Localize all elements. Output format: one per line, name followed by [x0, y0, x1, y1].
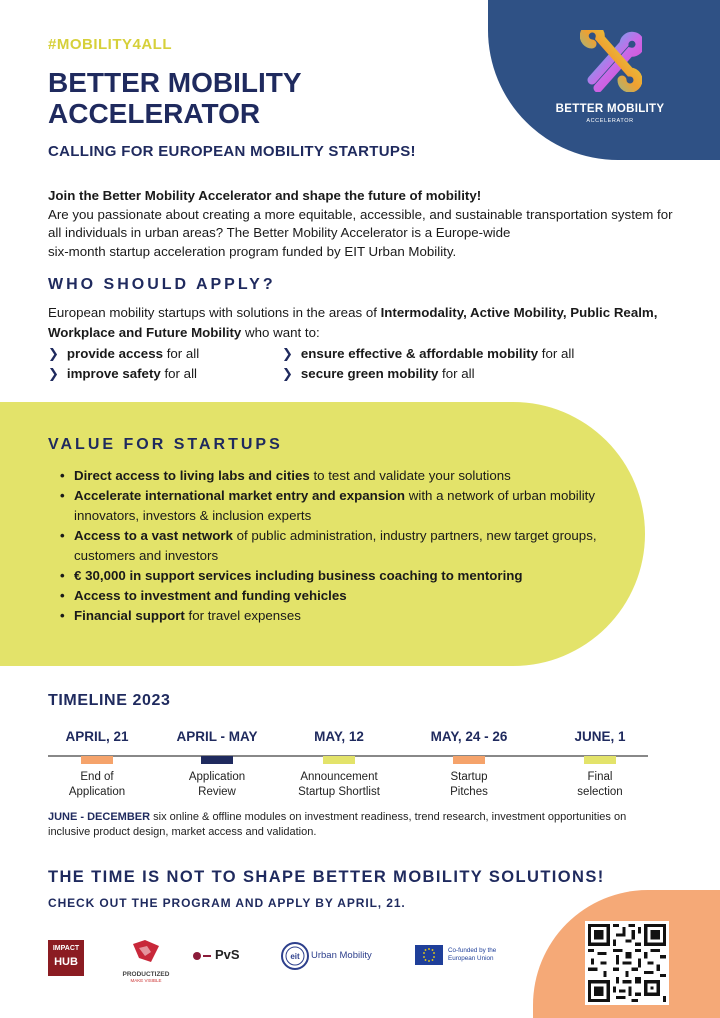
timeline-marker	[201, 756, 233, 764]
productized-tagline: MAKE VISIBLE	[130, 978, 162, 983]
goal-item	[48, 364, 197, 384]
pvs-logo	[193, 947, 240, 962]
timeline-step	[399, 727, 539, 800]
hashtag: #MOBILITY4ALL	[48, 36, 173, 53]
eu-cofunded-logo	[415, 945, 510, 967]
who-text-a: European mobility startups with solutions in the areas of	[48, 305, 381, 320]
chevron-right-icon: ❯	[48, 346, 59, 361]
cta-headline: THE TIME IS NOT TO SHAPE BETTER MOBILITY SOLUTIONS!	[48, 868, 605, 886]
impact-hub-logo	[48, 940, 84, 976]
goal-bold: ensure effective & affordable mobility	[300, 346, 539, 361]
value-item	[58, 566, 598, 586]
value-item-rest: with a network of urban mobility innovators, investors & inclusion experts	[74, 488, 595, 523]
productized-mark-icon	[131, 940, 161, 964]
timeline-label-2: Application	[68, 786, 126, 798]
timeline-step	[530, 727, 670, 800]
intro-lead: Join the Better Mobility Accelerator and shape the future of mobility!	[48, 188, 482, 203]
timeline-date: MAY, 12	[314, 729, 364, 744]
goal-bold: provide access	[66, 346, 163, 361]
timeline-step	[147, 727, 287, 800]
timeline-marker	[81, 756, 113, 764]
goal-rest: for all	[538, 346, 575, 361]
title-line-1: BETTER MOBILITY	[48, 67, 302, 98]
value-item-bold: Accelerate international market entry and expansion	[74, 488, 406, 503]
value-item	[58, 606, 598, 626]
pvs-dash-icon	[203, 955, 211, 957]
eit-urban-mobility-logo	[280, 941, 390, 971]
productized-name: PRODUCTIZED	[122, 971, 170, 978]
timeline-label-2: Startup Shortlist	[298, 786, 380, 798]
who-text-bold: Intermodality, Active Mobility, Public Realm, Workplace and Future Mobility	[48, 305, 658, 340]
page-subtitle: CALLING FOR EUROPEAN MOBILITY STARTUPS!	[48, 143, 416, 160]
title-line-2: ACCELERATOR	[48, 98, 261, 129]
chevron-right-icon: ❯	[282, 346, 293, 361]
timeline-label-2: Review	[198, 786, 236, 798]
timeline-heading: TIMELINE 2023	[48, 692, 171, 709]
value-item-rest: of public administration, industry partners, new target groups, customers and investors	[74, 528, 597, 563]
goal-rest: for all	[438, 366, 475, 381]
timeline-label-1: Final	[587, 771, 613, 783]
better-mobility-logo-icon	[580, 30, 642, 92]
timeline-date: APRIL - MAY	[176, 729, 258, 744]
timeline-date: JUNE, 1	[574, 729, 626, 744]
timeline-label-1: Application	[188, 771, 246, 783]
intro-paragraph	[48, 187, 688, 261]
timeline-date: MAY, 24 - 26	[430, 729, 508, 744]
goal-rest: for all	[160, 366, 197, 381]
chevron-right-icon: ❯	[282, 366, 293, 381]
timeline-label-1: Announcement	[300, 771, 378, 783]
timeline-date: APRIL, 21	[65, 729, 129, 744]
goal-item	[48, 344, 199, 364]
value-for-startups-heading: VALUE FOR STARTUPS	[48, 436, 283, 453]
value-item-bold: Direct access to living labs and cities	[74, 468, 310, 483]
who-should-apply-heading: WHO SHOULD APPLY?	[48, 276, 276, 293]
value-item-rest: to test and validate your solutions	[309, 468, 511, 483]
intro-line-3: six-month startup acceleration program funded by EIT Urban Mobility.	[48, 243, 457, 259]
timeline-label-1: End of	[80, 771, 114, 783]
impact-hub-bottom: HUB	[54, 956, 78, 968]
value-item-bold: Access to investment and funding vehicles	[74, 588, 347, 603]
timeline-note-bold: JUNE - DECEMBER	[48, 811, 151, 823]
logo-subtitle: ACCELERATOR	[586, 118, 634, 124]
chevron-right-icon: ❯	[48, 366, 59, 381]
goal-bold: improve safety	[66, 366, 161, 381]
value-item-bold: € 30,000 in support services including business coaching to mentoring	[74, 568, 523, 583]
productized-logo	[118, 940, 174, 983]
timeline-marker	[453, 756, 485, 764]
who-should-apply-text	[48, 303, 688, 343]
value-item-bold: Access to a vast network	[74, 528, 233, 543]
value-list	[58, 466, 598, 626]
svg-text:eit: eit	[290, 952, 300, 961]
intro-line-2: Are you passionate about creating a more equitable, accessible, and sustainable transportation system for all individuals in urban areas? The Better Mobility Accelerator is a Europe-wide	[48, 206, 673, 240]
value-item-bold: Financial support	[74, 608, 185, 623]
eit-mark-icon	[280, 941, 310, 971]
goal-bold: secure green mobility	[300, 366, 439, 381]
value-item	[58, 486, 598, 526]
timeline-step	[269, 727, 409, 800]
eu-flag-icon	[415, 945, 443, 965]
timeline-marker	[323, 756, 355, 764]
qr-code-icon[interactable]	[585, 921, 669, 1005]
pvs-dot-icon	[193, 952, 201, 960]
timeline-label-2: selection	[577, 786, 623, 798]
logo-name: BETTER MOBILITY	[555, 103, 665, 115]
goal-rest: for all	[163, 346, 200, 361]
value-item	[58, 466, 598, 486]
goal-item	[282, 364, 475, 384]
eu-cofunded-text: Co-funded by the European Union	[448, 947, 497, 962]
value-item	[58, 526, 598, 566]
value-item	[58, 586, 598, 606]
pvs-name: PvS	[215, 947, 240, 962]
eit-name: Urban Mobility	[311, 950, 372, 961]
value-item-rest: for travel expenses	[184, 608, 301, 623]
timeline-note	[48, 810, 668, 840]
page-title	[48, 67, 408, 129]
timeline-note-rest: six online & offline modules on investment readiness, trend research, investment opportunities on inclusive product design, market access and validation.	[48, 811, 627, 838]
goal-item	[282, 344, 574, 364]
cta-subline: CHECK OUT THE PROGRAM AND APPLY BY APRIL, 21.	[48, 896, 406, 910]
timeline-label-1: Startup	[450, 771, 488, 783]
timeline-marker	[584, 756, 616, 764]
impact-hub-top: IMPACT	[52, 945, 80, 952]
timeline-label-2: Pitches	[450, 786, 488, 798]
who-text-b: who want to:	[241, 325, 320, 340]
timeline-step	[27, 727, 167, 800]
